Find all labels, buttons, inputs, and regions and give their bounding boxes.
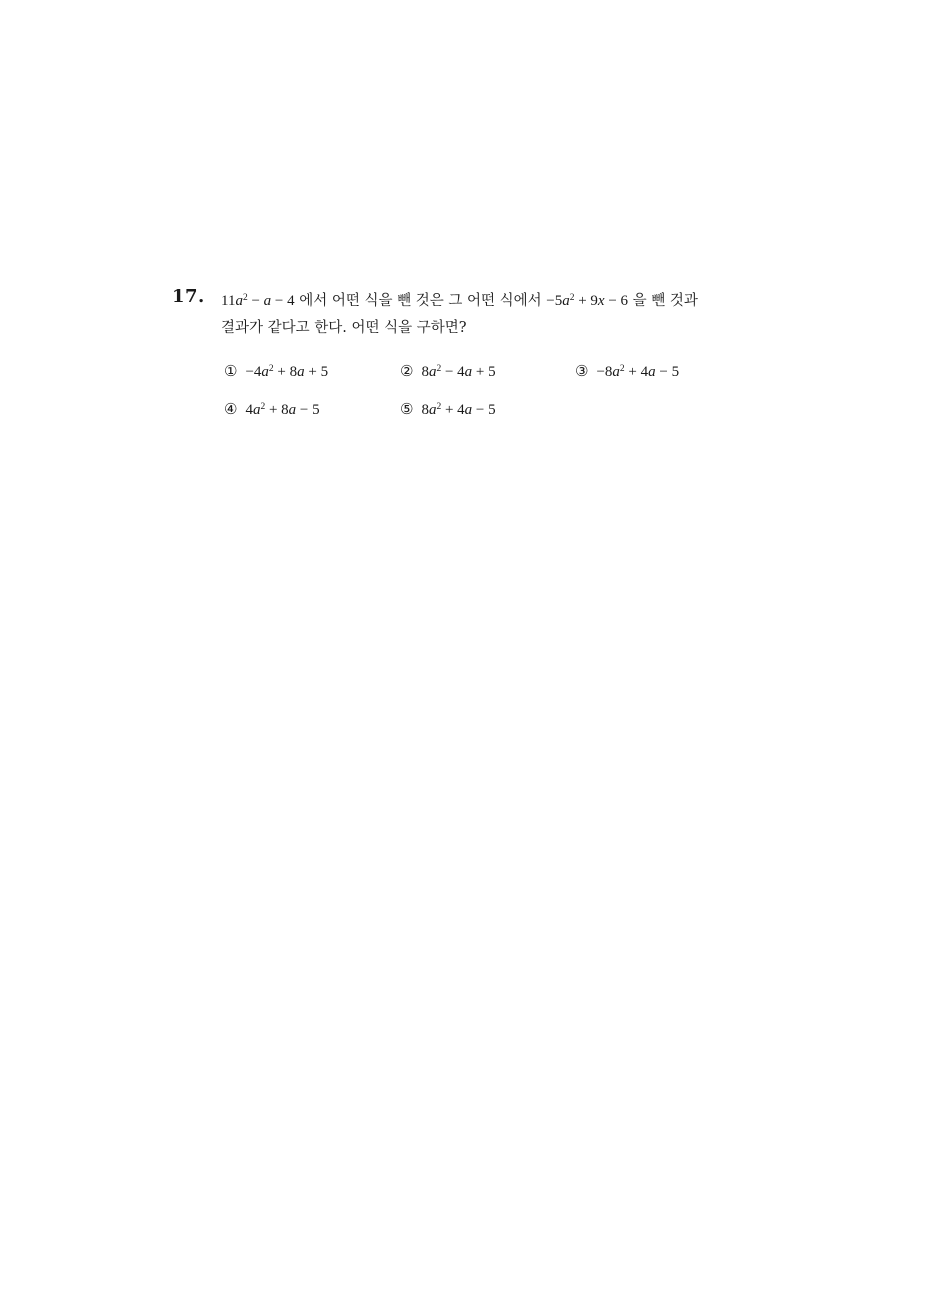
problem-line-1 [221,288,781,315]
expression-1: $11a^2 - a - 4$ [221,292,295,309]
choice-expression: $4a^2 + 8a - 5$ [245,401,320,418]
choice-expression: $8a^2 + 4a - 5$ [421,401,496,418]
choice-marker: ④ [224,400,238,418]
choice-expression: $-4a^2 + 8a + 5$ [245,363,329,380]
problem-statement [221,288,781,342]
choice-3[interactable] [575,362,679,381]
choice-row-1 [224,362,764,400]
choice-marker: ⑤ [400,400,414,418]
choice-expression: $-8a^2 + 4a - 5$ [596,363,680,380]
problem-number: 17. [172,286,205,307]
choice-1[interactable] [224,362,328,381]
statement-text-2: 을 뺀 것과 [628,293,698,309]
answer-choices [224,362,764,438]
choice-marker: ③ [575,362,589,380]
choice-5[interactable] [400,400,496,419]
choice-4[interactable] [224,400,320,419]
problem-line-2: 결과가 같다고 한다. 어떤 식을 구하면? [221,320,467,336]
choice-2[interactable] [400,362,496,381]
choice-row-2 [224,400,764,438]
choice-marker: ① [224,362,238,380]
statement-text-1: 에서 어떤 식을 뺀 것은 그 어떤 식에서 [294,293,547,309]
choice-expression: $8a^2 - 4a + 5$ [421,363,496,380]
choice-marker: ② [400,362,414,380]
expression-2: $-5a^2 + 9x - 6$ [546,292,629,309]
